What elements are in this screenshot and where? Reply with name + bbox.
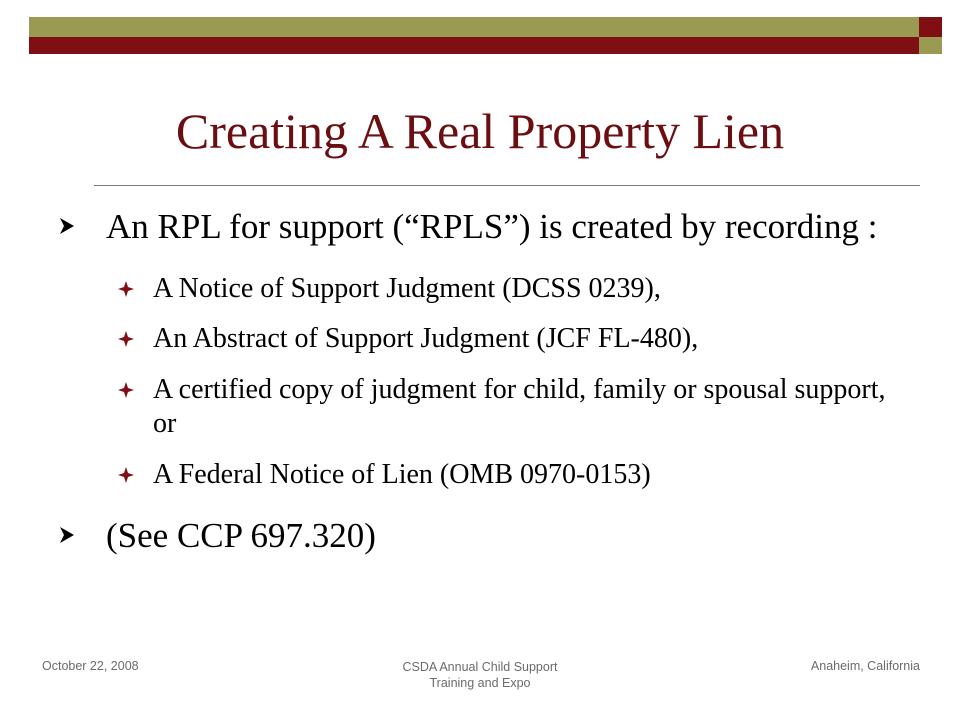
bullet-item (58, 205, 888, 248)
diamond-bullet-icon (118, 382, 134, 398)
sub-bullet-item (58, 322, 888, 356)
sub-bullet-text: A Federal Notice of Lien (OMB 0970-0153) (153, 458, 651, 490)
footer-location: Anaheim, California (810, 659, 920, 673)
sub-bullet-text: A Notice of Support Judgment (DCSS 0239), (153, 273, 661, 305)
arrow-bullet-icon (58, 525, 76, 545)
header-corner-box (919, 17, 942, 37)
arrow-bullet-icon (58, 216, 76, 236)
diamond-bullet-icon (118, 331, 134, 347)
bullet-item (58, 514, 888, 557)
slide-title: Creating A Real Property Lien (175, 103, 785, 159)
footer-event-line1: CSDA Annual Child Support (402, 660, 558, 674)
footer-date: October 22, 2008 (42, 659, 139, 673)
bullet-text: An RPL for support (“RPLS”) is created by recording : (106, 207, 878, 246)
header-corner-box-lower (919, 37, 942, 54)
sub-bullet-item (58, 373, 888, 442)
bullet-text: (See CCP 697.320) (106, 516, 376, 556)
title-divider (94, 185, 920, 186)
sub-bullet-text: An Abstract of Support Judgment (JCF FL-480), (153, 323, 699, 355)
sub-bullet-text: A certified copy of judgment for child, family or spousal support, or (153, 373, 886, 440)
diamond-bullet-icon (118, 281, 134, 297)
diamond-bullet-icon (118, 467, 134, 483)
header-band-maroon (29, 37, 919, 54)
header-band-olive (29, 17, 919, 37)
footer-event (330, 659, 630, 692)
sub-bullet-list (58, 272, 888, 492)
slide-content (58, 205, 888, 581)
sub-bullet-item (58, 458, 888, 492)
sub-bullet-item (58, 272, 888, 306)
footer-event-line2: Training and Expo (429, 676, 531, 691)
